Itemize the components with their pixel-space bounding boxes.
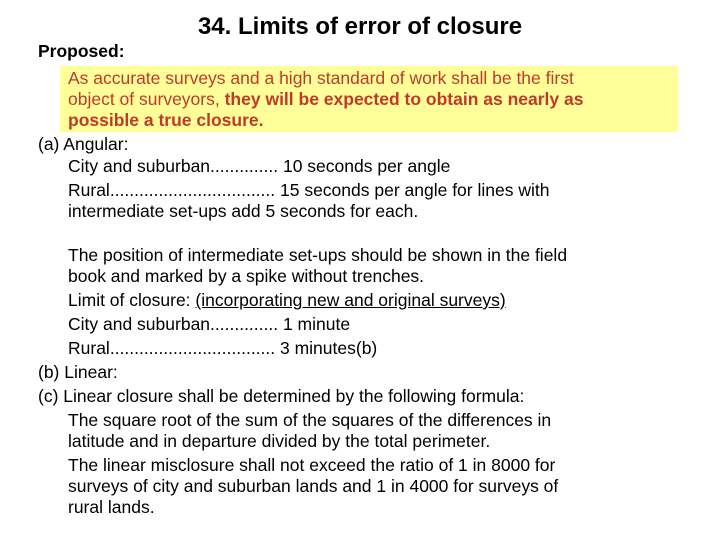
closure-underlined: (incorporating new and original surveys) xyxy=(195,290,506,310)
misclosure-line-3: rural lands. xyxy=(68,497,155,517)
intermediate-line-2: book and marked by a spike without trenches. xyxy=(68,266,425,286)
angular-rural-1: Rural.................................. 15 seconds per angle for lines with xyxy=(68,180,550,200)
angular-city: City and suburban.............. 10 seconds per angle xyxy=(68,156,451,176)
linear-label: (b) Linear: xyxy=(38,362,118,382)
proposed-line-2b: they will be expected to obtain as nearly as xyxy=(224,89,584,109)
formula-line-1: The square root of the sum of the squares of the differences in xyxy=(68,410,552,430)
angular-rural-2: intermediate set-ups add 5 seconds for each. xyxy=(68,201,419,221)
proposed-line-3: possible a true closure. xyxy=(68,110,264,130)
proposed-line-2a: object of surveyors, xyxy=(68,89,225,109)
closure-prefix: Limit of closure: xyxy=(68,290,196,310)
slide-title: 34. Limits of error of closure xyxy=(197,13,523,40)
linear-c-label: (c) Linear closure shall be determined by the following formula: xyxy=(38,386,525,406)
misclosure-line-1: The linear misclosure shall not exceed the ratio of 1 in 8000 for xyxy=(68,455,556,475)
formula-line-2: latitude and in departure divided by the total perimeter. xyxy=(68,431,491,451)
proposed-line-1: As accurate surveys and a high standard of work shall be the first xyxy=(68,68,574,88)
closure-city: City and suburban.............. 1 minute xyxy=(68,314,351,334)
closure-line xyxy=(68,290,506,311)
misclosure-line-2: surveys of city and suburban lands and 1 in 4000 for surveys of xyxy=(68,476,559,496)
proposed-line-2 xyxy=(68,89,583,110)
angular-label: (a) Angular: xyxy=(38,134,129,154)
proposed-heading: Proposed: xyxy=(38,41,125,61)
closure-rural: Rural.................................. 3 minutes(b) xyxy=(68,338,378,358)
intermediate-line-1: The position of intermediate set-ups should be shown in the field xyxy=(68,245,568,265)
